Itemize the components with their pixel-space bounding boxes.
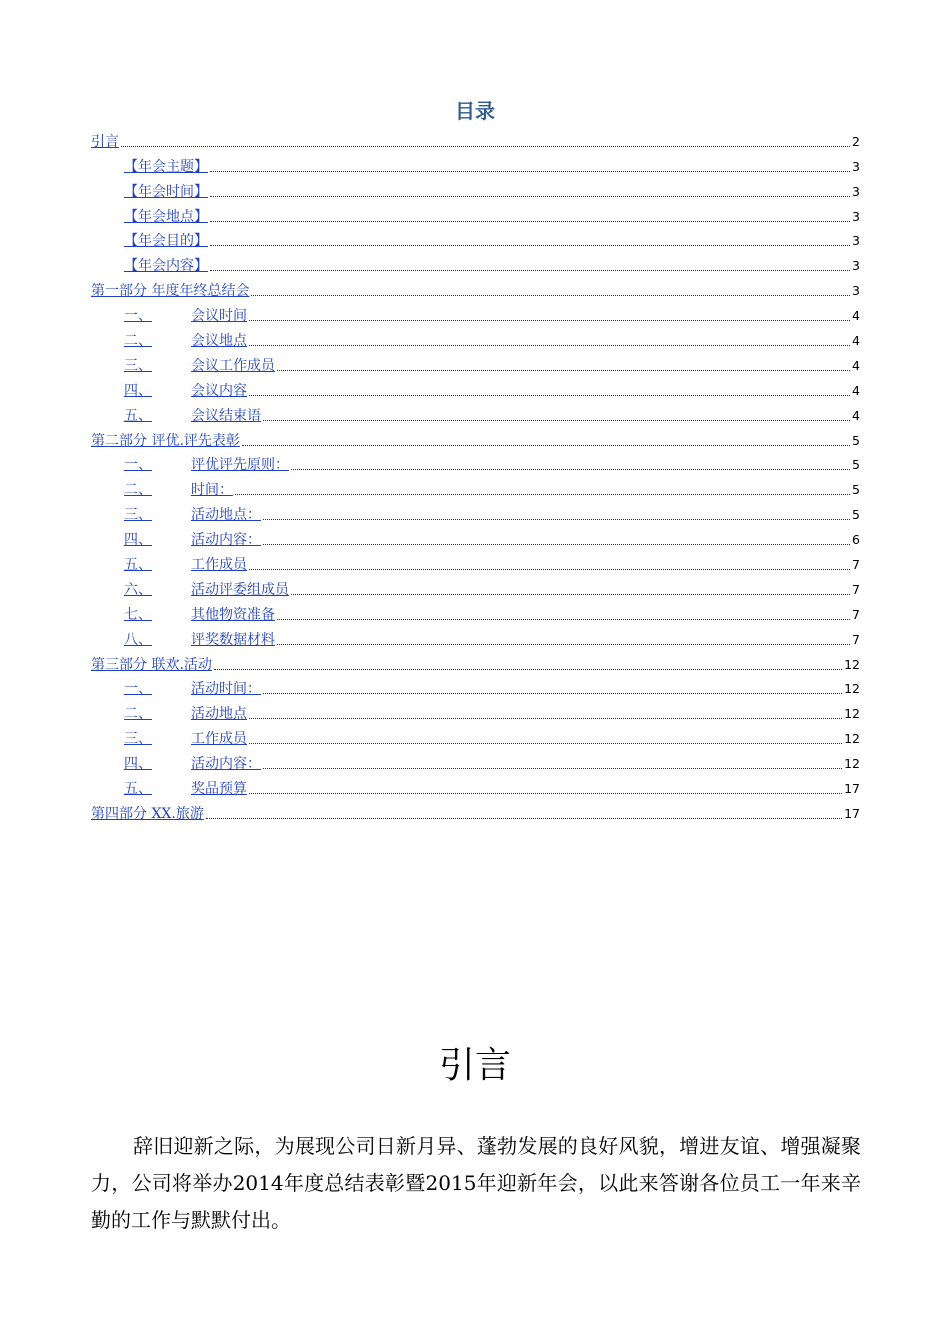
toc-page-number: 7 bbox=[852, 581, 860, 597]
toc-entry[interactable] bbox=[91, 252, 860, 277]
toc-dot-leader bbox=[210, 171, 850, 172]
toc-entry-link[interactable]: 评优评先原则： bbox=[191, 457, 289, 474]
toc-dot-leader bbox=[210, 270, 850, 271]
toc-page-number: 17 bbox=[844, 805, 860, 821]
toc-page-number: 3 bbox=[852, 183, 860, 199]
toc-page-number: 5 bbox=[852, 482, 860, 498]
toc-entry[interactable] bbox=[91, 551, 860, 576]
toc-entry-link[interactable]: 【年会内容】 bbox=[124, 258, 208, 275]
toc-dot-leader bbox=[291, 469, 850, 470]
toc-page-number: 3 bbox=[852, 208, 860, 224]
toc-dot-leader bbox=[249, 743, 842, 744]
toc-dot-leader bbox=[263, 768, 842, 769]
toc-entry-link[interactable]: 活动地点 bbox=[191, 706, 247, 723]
toc-dot-leader bbox=[263, 519, 850, 520]
toc-entry[interactable] bbox=[91, 402, 860, 427]
toc-entry-number: 一、 bbox=[124, 308, 152, 325]
toc-page-number: 3 bbox=[852, 233, 860, 249]
toc-entry-link[interactable]: 工作成员 bbox=[191, 557, 247, 574]
toc-dot-leader bbox=[121, 146, 850, 147]
toc-dot-leader bbox=[277, 370, 850, 371]
toc-entry[interactable] bbox=[91, 626, 860, 651]
toc-page-number: 3 bbox=[852, 158, 860, 174]
toc-entry-number: 四、 bbox=[124, 532, 152, 549]
toc-entry-number: 三、 bbox=[124, 731, 152, 748]
toc-entry-link[interactable]: 第二部分 评优.评先表彰 bbox=[91, 432, 240, 449]
toc-dot-leader bbox=[249, 718, 842, 719]
toc-page-number: 4 bbox=[852, 333, 860, 349]
toc-page-number: 12 bbox=[844, 756, 860, 772]
toc-page-number: 5 bbox=[852, 432, 860, 448]
toc-entry-number: 二、 bbox=[124, 706, 152, 723]
toc-entry[interactable] bbox=[91, 302, 860, 327]
toc-entry-link[interactable]: 【年会地点】 bbox=[124, 208, 208, 225]
toc-entry-link[interactable]: 【年会主题】 bbox=[124, 158, 208, 175]
toc-page-number: 4 bbox=[852, 407, 860, 423]
toc-entry-number: 一、 bbox=[124, 457, 152, 474]
toc-entry[interactable] bbox=[91, 128, 860, 153]
toc-entry-number: 五、 bbox=[124, 407, 152, 424]
toc-page-number: 3 bbox=[852, 258, 860, 274]
toc-dot-leader bbox=[249, 345, 850, 346]
toc-entry-link[interactable]: 第四部分 XX.旅游 bbox=[91, 805, 204, 822]
toc-page-number: 5 bbox=[852, 457, 860, 473]
toc-dot-leader bbox=[263, 693, 842, 694]
toc-dot-leader bbox=[263, 420, 850, 421]
toc-entry-link[interactable]: 时间： bbox=[191, 482, 233, 499]
toc-dot-leader bbox=[249, 395, 850, 396]
toc-entry[interactable] bbox=[91, 700, 860, 725]
toc-entry-link[interactable]: 活动地点： bbox=[191, 507, 261, 524]
toc-dot-leader bbox=[249, 793, 842, 794]
toc-entry[interactable] bbox=[91, 203, 860, 228]
toc-entry-number: 八、 bbox=[124, 631, 152, 648]
toc-page-number: 12 bbox=[844, 731, 860, 747]
toc-entry-link[interactable]: 【年会目的】 bbox=[124, 233, 208, 250]
toc-entry-link[interactable]: 活动内容： bbox=[191, 532, 261, 549]
toc-page-number: 7 bbox=[852, 631, 860, 647]
toc-entry[interactable] bbox=[91, 153, 860, 178]
toc-entry-link[interactable]: 评奖数据材料 bbox=[191, 631, 275, 648]
toc-title: 目录 bbox=[455, 99, 495, 123]
toc-page-number: 17 bbox=[844, 781, 860, 797]
toc-entry[interactable] bbox=[91, 427, 860, 452]
toc-entry-link[interactable]: 引言 bbox=[91, 133, 119, 150]
toc-entry-link[interactable]: 会议工作成员 bbox=[191, 357, 275, 374]
toc-entry[interactable] bbox=[91, 277, 860, 302]
toc-entry[interactable] bbox=[91, 651, 860, 676]
toc-page-number: 5 bbox=[852, 507, 860, 523]
toc-dot-leader bbox=[263, 544, 850, 545]
toc-entry-number: 三、 bbox=[124, 507, 152, 524]
toc-entry-number: 四、 bbox=[124, 382, 152, 399]
toc-dot-leader bbox=[235, 494, 850, 495]
toc-dot-leader bbox=[277, 619, 850, 620]
toc-page-number: 3 bbox=[852, 283, 860, 299]
toc-entry-link[interactable]: 工作成员 bbox=[191, 731, 247, 748]
toc-entry[interactable] bbox=[91, 526, 860, 551]
toc-entry-link[interactable]: 会议内容 bbox=[191, 382, 247, 399]
toc-entry[interactable] bbox=[91, 676, 860, 701]
toc-dot-leader bbox=[214, 669, 842, 670]
toc-entry-number: 七、 bbox=[124, 606, 152, 623]
toc-dot-leader bbox=[291, 594, 850, 595]
intro-heading: 引言 bbox=[438, 1045, 511, 1086]
toc-dot-leader bbox=[277, 644, 850, 645]
toc-page-number: 6 bbox=[852, 532, 860, 548]
toc-entry-link[interactable]: 奖品预算 bbox=[191, 781, 247, 798]
toc-dot-leader bbox=[210, 196, 850, 197]
toc-entry[interactable] bbox=[91, 800, 860, 825]
toc-entry-number: 五、 bbox=[124, 557, 152, 574]
toc-entry-link[interactable]: 【年会时间】 bbox=[124, 183, 208, 200]
toc-dot-leader bbox=[210, 221, 850, 222]
toc-entry[interactable] bbox=[91, 327, 860, 352]
toc-entry-number: 六、 bbox=[124, 581, 152, 598]
toc-entry-number: 三、 bbox=[124, 357, 152, 374]
toc-entry-number: 四、 bbox=[124, 756, 152, 773]
toc-page-number: 12 bbox=[844, 706, 860, 722]
toc-entry-link[interactable]: 其他物资准备 bbox=[191, 606, 275, 623]
toc-entry[interactable] bbox=[91, 452, 860, 477]
toc-page-number: 12 bbox=[844, 656, 860, 672]
intro-paragraph: 辞旧迎新之际，为展现公司日新月异、蓬勃发展的良好风貌，增进友谊、增强凝聚力，公司将举办2014年度总结表彰暨2015年迎新年会，以此来答谢各位员工一年来辛勤的工作与默默付出。 bbox=[91, 1134, 861, 1232]
toc-entry-link[interactable]: 活动内容： bbox=[191, 756, 261, 773]
toc-dot-leader bbox=[242, 445, 850, 446]
toc-page-number: 2 bbox=[852, 133, 860, 149]
toc-page-number: 4 bbox=[852, 382, 860, 398]
table-of-contents bbox=[91, 128, 860, 825]
toc-page-number: 7 bbox=[852, 606, 860, 622]
toc-dot-leader bbox=[210, 245, 850, 246]
toc-entry[interactable] bbox=[91, 601, 860, 626]
toc-entry[interactable] bbox=[91, 775, 860, 800]
toc-entry-link[interactable]: 会议结束语 bbox=[191, 407, 261, 424]
toc-entry-link[interactable]: 会议地点 bbox=[191, 333, 247, 350]
toc-entry[interactable] bbox=[91, 725, 860, 750]
toc-dot-leader bbox=[249, 569, 850, 570]
toc-entry[interactable] bbox=[91, 352, 860, 377]
toc-page-number: 12 bbox=[844, 681, 860, 697]
toc-entry[interactable] bbox=[91, 501, 860, 526]
toc-entry-link[interactable]: 会议时间 bbox=[191, 308, 247, 325]
toc-entry-link[interactable]: 活动评委组成员 bbox=[191, 581, 289, 598]
toc-dot-leader bbox=[206, 818, 842, 819]
toc-page-number: 4 bbox=[852, 357, 860, 373]
toc-entry-number: 二、 bbox=[124, 482, 152, 499]
toc-entry-link[interactable]: 第一部分 年度年终总结会 bbox=[91, 283, 250, 300]
toc-dot-leader bbox=[249, 320, 850, 321]
toc-entry[interactable] bbox=[91, 228, 860, 253]
toc-dot-leader bbox=[251, 295, 850, 296]
toc-entry-number: 五、 bbox=[124, 781, 152, 798]
toc-entry[interactable] bbox=[91, 576, 860, 601]
toc-entry[interactable] bbox=[91, 377, 860, 402]
toc-entry-number: 一、 bbox=[124, 681, 152, 698]
toc-entry[interactable] bbox=[91, 476, 860, 501]
toc-entry-link[interactable]: 活动时间： bbox=[191, 681, 261, 698]
toc-entry-number: 二、 bbox=[124, 333, 152, 350]
toc-entry-link[interactable]: 第三部分 联欢.活动 bbox=[91, 656, 212, 673]
toc-entry[interactable] bbox=[91, 178, 860, 203]
toc-page-number: 4 bbox=[852, 308, 860, 324]
toc-entry[interactable] bbox=[91, 750, 860, 775]
toc-page-number: 7 bbox=[852, 557, 860, 573]
